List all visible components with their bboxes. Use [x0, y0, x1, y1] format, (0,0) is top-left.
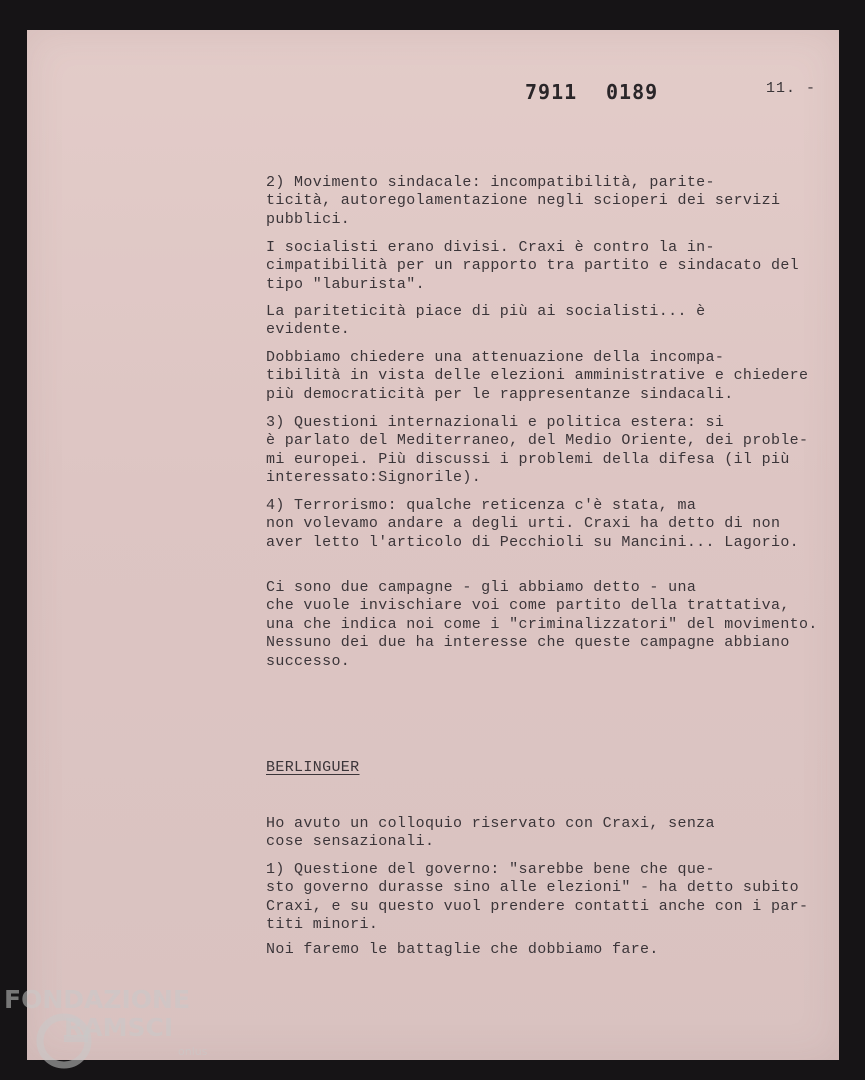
archive-number-secondary: 0189 — [606, 80, 659, 104]
fondazione-gramsci-watermark — [4, 985, 219, 1075]
paragraph-battaglie: Noi faremo le battaglie che dobbiamo fare. — [266, 941, 659, 958]
paragraph-campagne: Ci sono due campagne - gli abbiamo detto - una che vuole invischiare voi come partito della trattativa, una che indica noi come i "criminalizzatori" del movimento. Nessuno dei due ha interesse che queste campagne abbiano successo. — [266, 579, 818, 670]
section-heading-berlinguer: BERLINGUER — [266, 759, 360, 776]
paragraph-internazionali: 3) Questioni internazionali e politica estera: si è parlato del Mediterraneo, del Medio Oriente, dei proble- mi europei. Più discussi i problemi della difesa (il più interessato:Signorile). — [266, 414, 809, 487]
watermark-suffix: onlus — [178, 1045, 208, 1058]
paragraph-incompatibilita: Dobbiamo chiedere una attenuazione della incompa- tibilità in vista delle elezioni amministrative e chiedere più democraticità per le rappresentanze sindacali. — [266, 349, 809, 403]
watermark-line1: FONDAZIONE — [4, 985, 191, 1014]
page-number: 11. - — [766, 80, 817, 97]
archive-number-primary: 7911 — [525, 80, 578, 104]
paragraph-sindacale: 2) Movimento sindacale: incompatibilità, parite- ticità, autoregolamentazione negli scioperi dei servizi pubblici. — [266, 174, 781, 228]
paragraph-governo: 1) Questione del governo: "sarebbe bene che que- sto governo durasse sino alle elezioni" - ha detto subito Craxi, e su questo vuol prendere contatti anche con i par- titi minori. — [266, 861, 809, 934]
paragraph-pariteticita: La pariteticità piace di più ai socialisti... è evidente. — [266, 303, 706, 339]
watermark-line2: RAMSCI — [64, 1013, 174, 1042]
paragraph-terrorismo: 4) Terrorismo: qualche reticenza c'è stata, ma non volevamo andare a degli urti. Craxi ha detto di non aver letto l'articolo di Pecchioli su Mancini... Lagorio. — [266, 497, 800, 551]
paragraph-socialisti: I socialisti erano divisi. Craxi è contro la in- cimpatibilità per un rapporto tra partito e sindacato del tipo "laburista". — [266, 239, 800, 293]
paragraph-colloquio: Ho avuto un colloquio riservato con Craxi, senza cose sensazionali. — [266, 815, 715, 851]
